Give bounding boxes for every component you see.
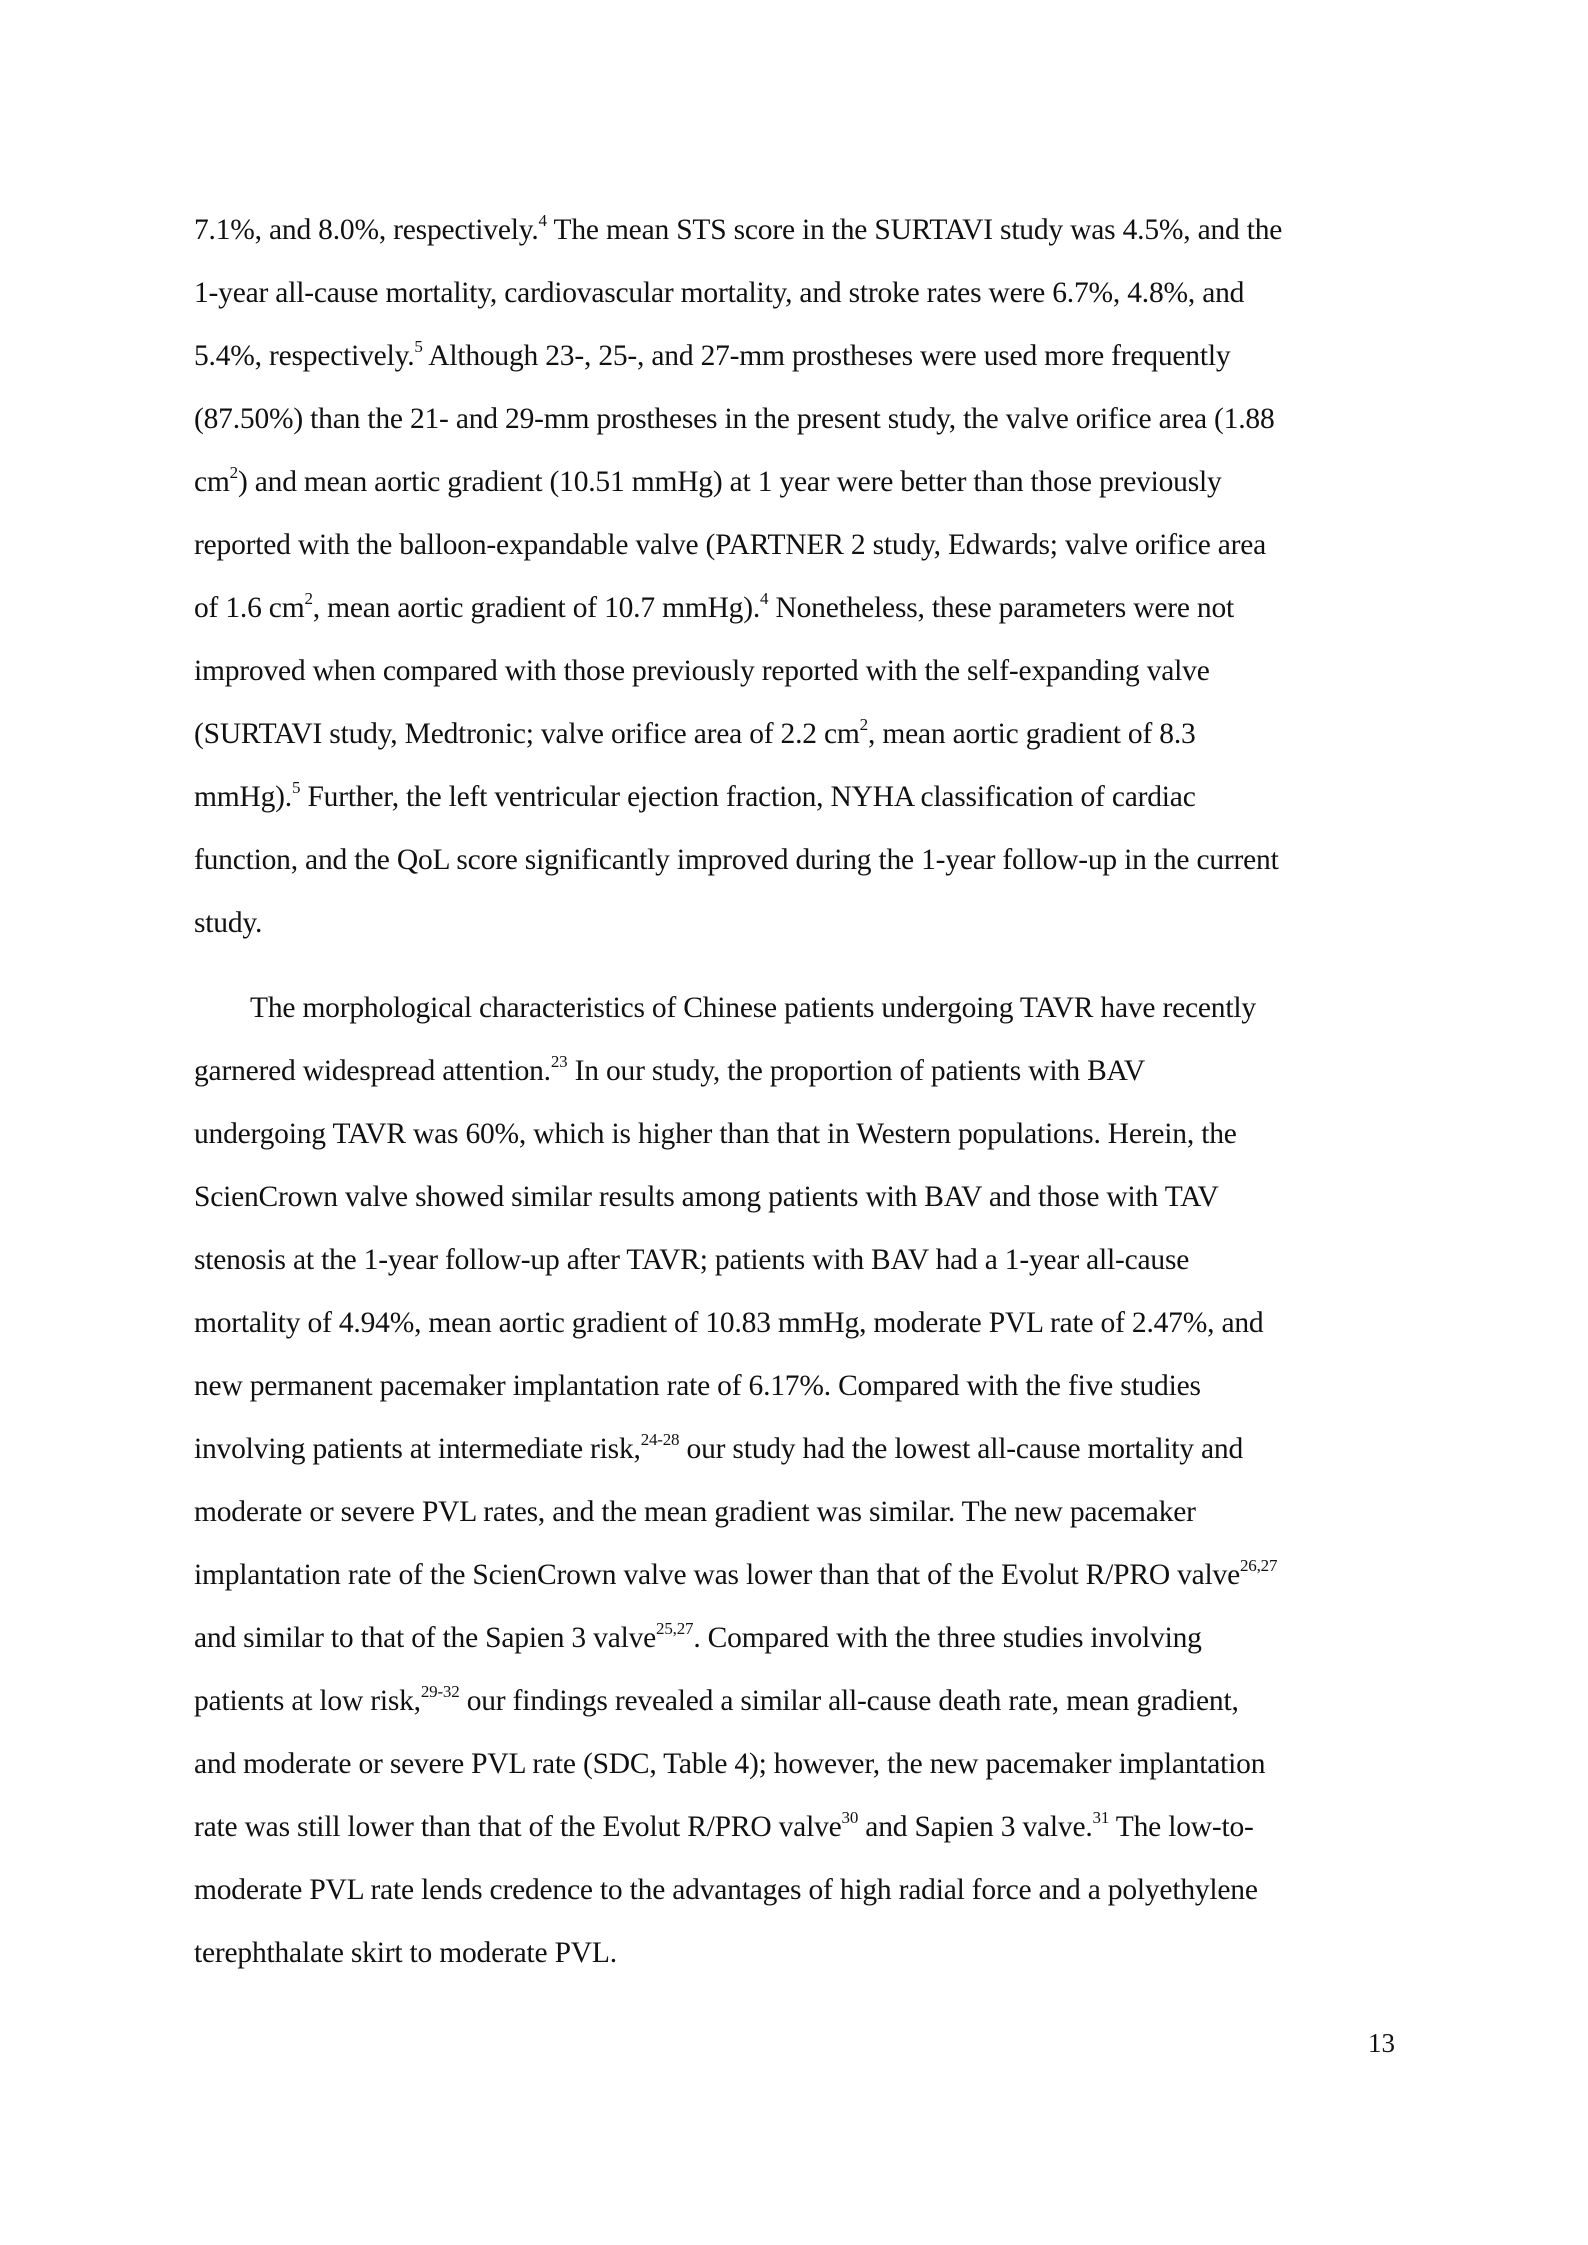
page-number: 13 — [1368, 2028, 1395, 2058]
text-line: improved when compared with those previously reported with the self-expanding valve — [194, 655, 1210, 687]
text-line: of 1.6 $cm^2$, mean aortic gradient of 10.7 mmHg).$^4$ Nonetheless, these parameters were not — [194, 589, 1234, 624]
text-line: reported with the balloon-expandable valve (PARTNER 2 study, Edwards; valve orifice area — [194, 529, 1267, 561]
text-line: terephthalate skirt to moderate PVL. — [194, 1937, 617, 1969]
text-line: mmHg).$^5$ Further, the left ventricular ejection fraction, NYHA classification of cardiac — [194, 778, 1196, 813]
text-line: 1-year all-cause mortality, cardiovascular mortality, and stroke rates were 6.7%, 4.8%, and — [194, 277, 1245, 309]
text-line: The morphological characteristics of Chinese patients undergoing TAVR have recently — [250, 992, 1256, 1024]
unit-superscript: 2 — [304, 589, 313, 608]
unit-superscript: 2 — [229, 463, 238, 482]
text-line: $cm^2$) and mean aortic gradient (10.51 mmHg) at 1 year were better than those previously — [194, 463, 1222, 498]
citation-superscript: 30 — [841, 1808, 859, 1827]
text-line: involving patients at intermediate risk,$^{24-28}$ our study had the lowest all-cause mortality and — [194, 1430, 1244, 1465]
text-line: ScienCrown valve showed similar results among patients with BAV and those with TAV — [194, 1181, 1219, 1213]
text-line: garnered widespread attention.$^{23}$ In our study, the proportion of patients with BAV — [194, 1052, 1145, 1087]
text-line: and similar to that of the Sapien 3 valve$^{25,27}$. Compared with the three studies involving — [194, 1619, 1202, 1654]
text-line: and moderate or severe PVL rate (SDC, Table 4); however, the new pacemaker implantation — [194, 1748, 1266, 1780]
citation-superscript: 4 — [760, 589, 769, 608]
citation-superscript: 31 — [1092, 1808, 1110, 1827]
citation-superscript: 25,27 — [656, 1619, 694, 1638]
text-line: new permanent pacemaker implantation rate of 6.17%. Compared with the five studies — [194, 1370, 1201, 1402]
text-line: moderate or severe PVL rates, and the mean gradient was similar. The new pacemaker — [194, 1496, 1196, 1528]
citation-superscript: 23 — [550, 1052, 568, 1071]
text-line: 7.1%, and 8.0%, respectively.$^4$ The mean STS score in the SURTAVI study was 4.5%, and the — [194, 211, 1283, 246]
citation-superscript: 4 — [538, 211, 547, 230]
text-line: mortality of 4.94%, mean aortic gradient of 10.83 mmHg, moderate PVL rate of 2.47%, and — [194, 1307, 1264, 1339]
citation-superscript: 26,27 — [1240, 1556, 1278, 1575]
text-line: rate was still lower than that of the Evolut R/PRO valve$^{30}$ and Sapien 3 valve.$^{31}$ The low-to- — [194, 1808, 1254, 1843]
text-line: moderate PVL rate lends credence to the advantages of high radial force and a polyethylene — [194, 1874, 1258, 1906]
text-line: implantation rate of the ScienCrown valve was lower than that of the Evolut R/PRO valve$^{26,27}$ — [194, 1556, 1278, 1591]
text-line: stenosis at the 1-year follow-up after TAVR; patients with BAV had a 1-year all-cause — [194, 1244, 1190, 1276]
citation-superscript: 29-32 — [420, 1682, 460, 1701]
citation-superscript: 5 — [291, 778, 301, 797]
citation-superscript: 5 — [414, 337, 423, 356]
text-line: undergoing TAVR was 60%, which is higher than that in Western populations. Herein, the — [194, 1118, 1237, 1150]
text-line: patients at low risk,$^{29-32}$ our findings revealed a similar all-cause death rate, mean gradient, — [194, 1682, 1239, 1717]
citation-superscript: 24-28 — [640, 1430, 680, 1449]
text-line: study. — [194, 907, 263, 939]
text-line: (SURTAVI study, Medtronic; valve orifice area of 2.2 $cm^2$, mean aortic gradient of 8.3 — [194, 715, 1196, 750]
text-line: 5.4%, respectively.$^5$ Although 23-, 25-, and 27-mm prostheses were used more frequently — [194, 337, 1231, 372]
unit-superscript: 2 — [859, 715, 868, 734]
text-line: (87.50%) than the 21- and 29-mm prostheses in the present study, the valve orifice area (1.88 — [194, 403, 1275, 435]
text-line: function, and the QoL score significantly improved during the 1-year follow-up in the current — [194, 844, 1279, 876]
